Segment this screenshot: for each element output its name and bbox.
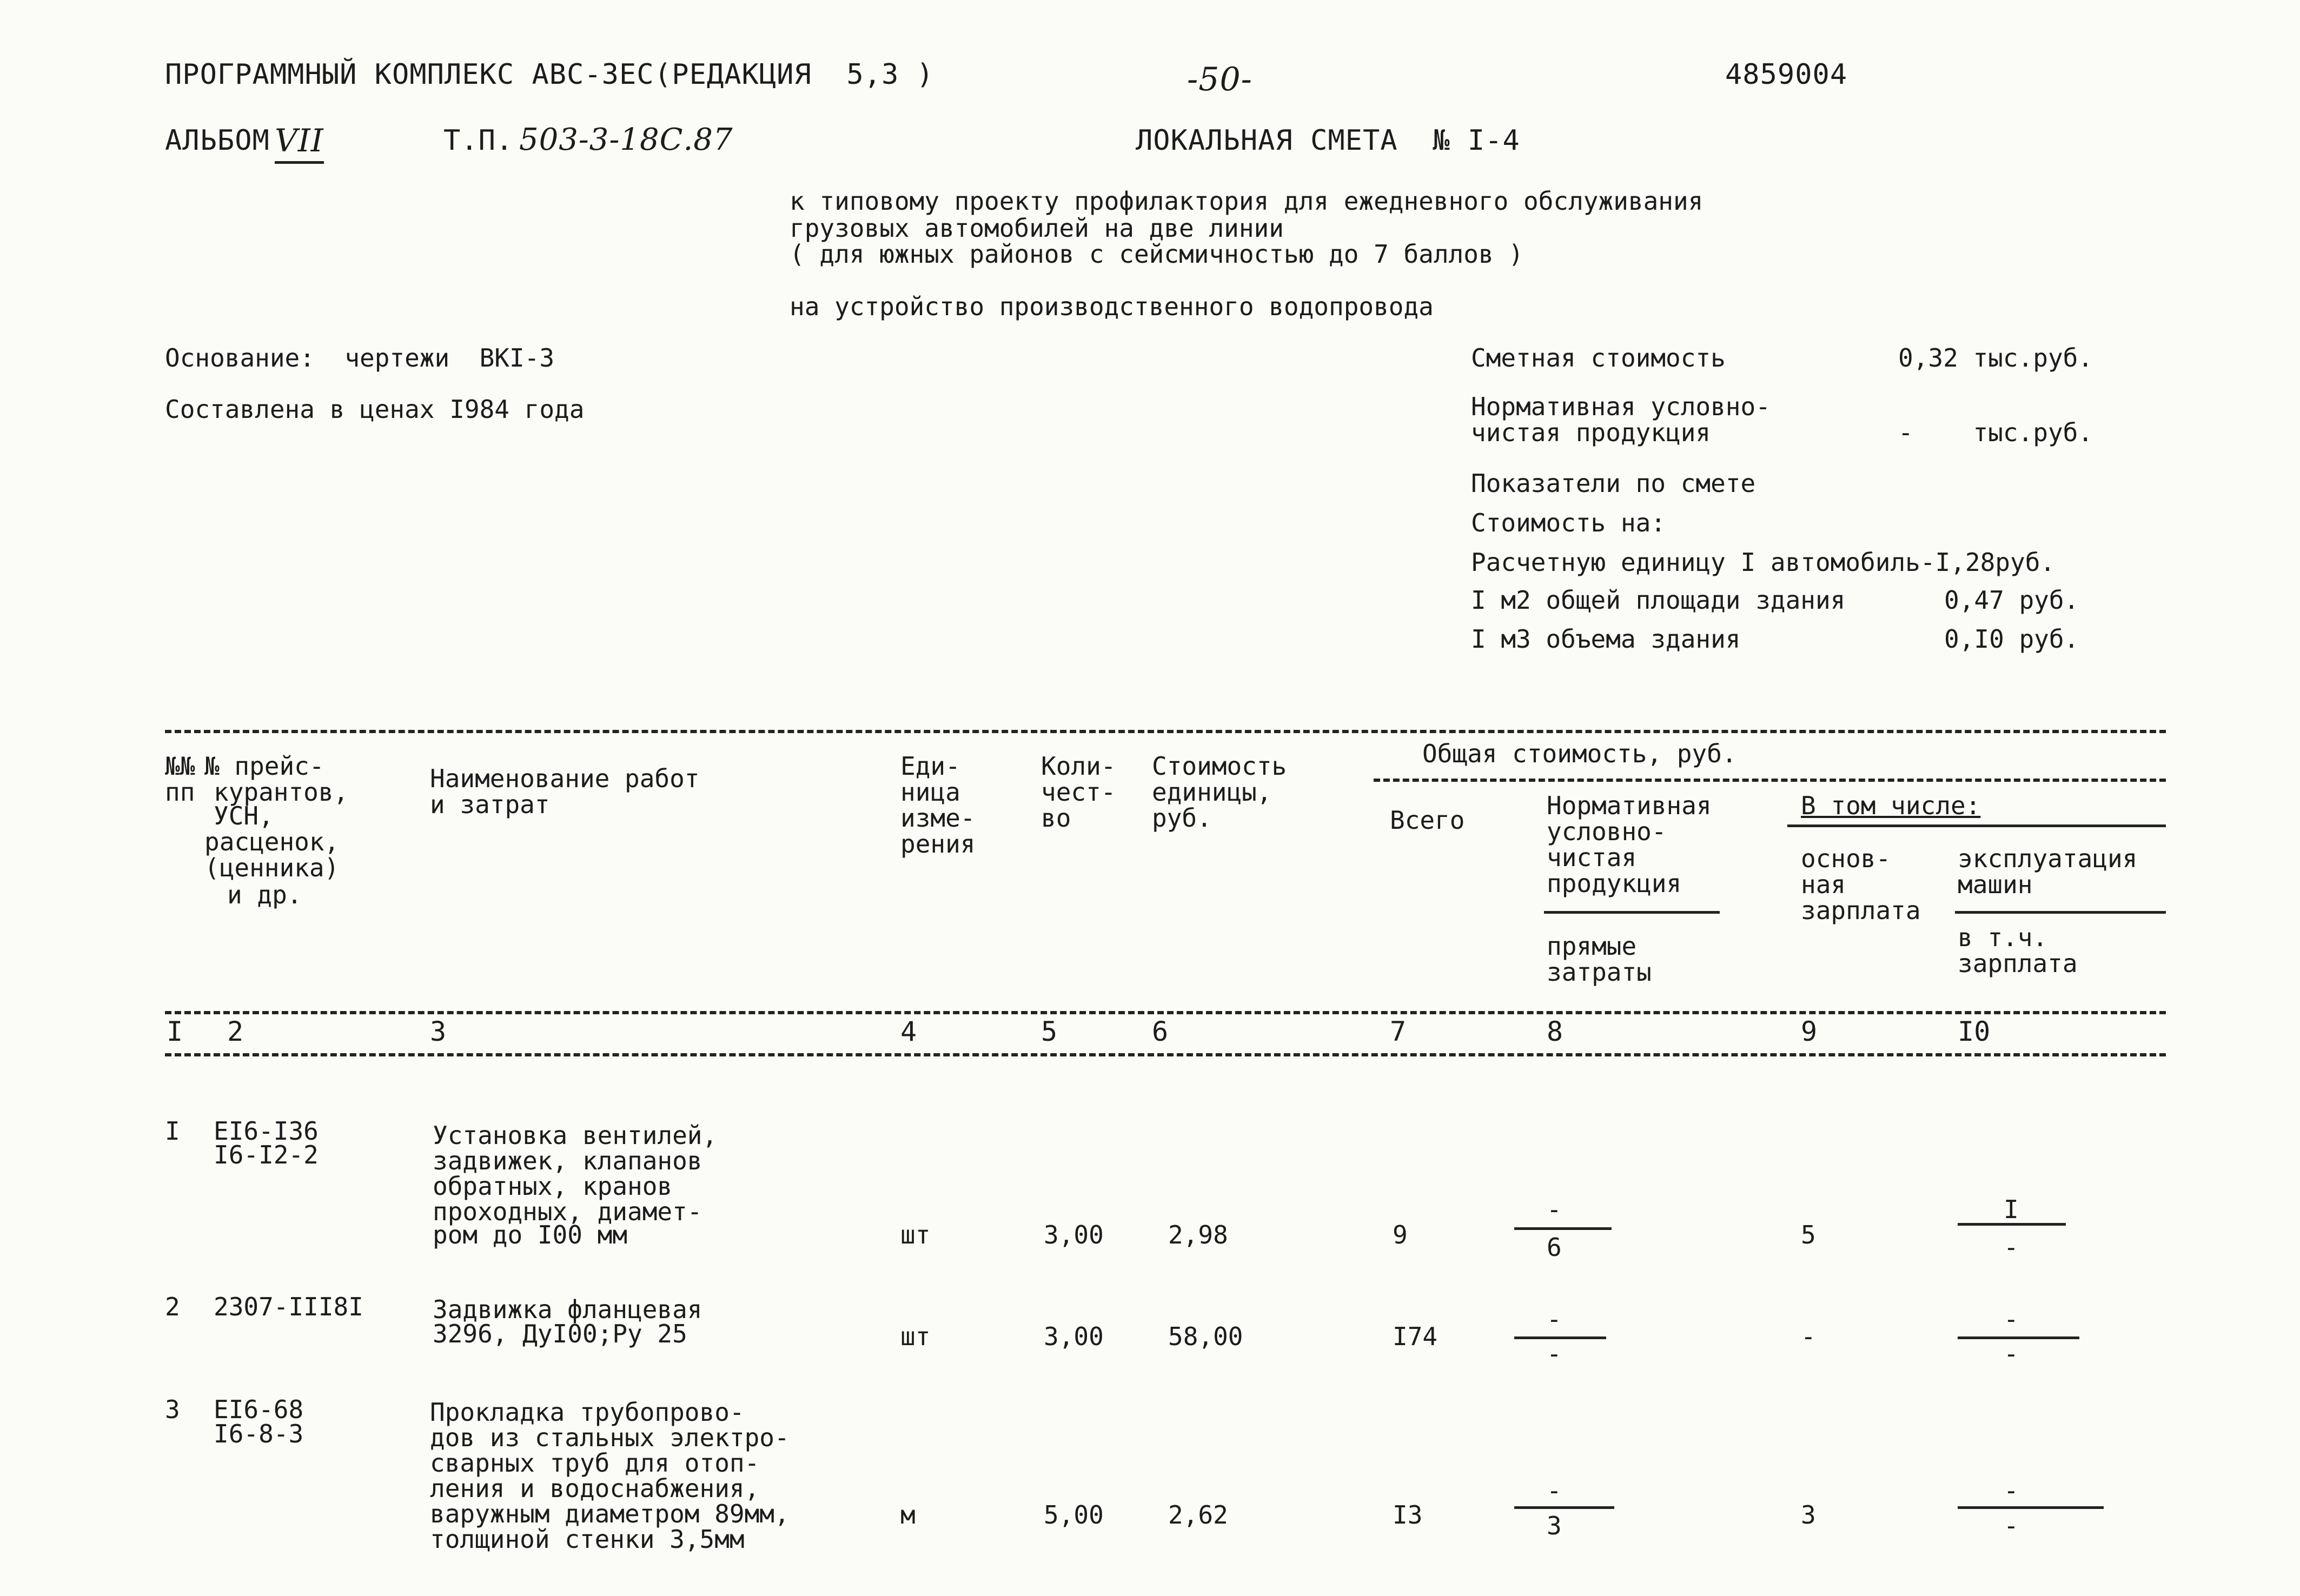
col10-sub-2: зарплата	[1958, 949, 2078, 978]
numbers-bottom-rule	[165, 1053, 2166, 1056]
col8-header-3: чистая	[1547, 843, 1637, 872]
colnum-9: 9	[1801, 1016, 1818, 1047]
fraction-line	[1514, 1506, 1614, 1509]
row-code-1: 2307-III8I	[214, 1292, 363, 1321]
row-name-line: задвижек, клапанов	[433, 1146, 702, 1175]
project-purpose: на устройство производственного водопровода	[790, 292, 1434, 321]
row-code-2: I6-8-3	[214, 1419, 304, 1448]
row-norm-bottom: 6	[1547, 1233, 1562, 1262]
edition: (РЕДАКЦИЯ 5,3 )	[654, 58, 934, 91]
row-norm-bottom: -	[1547, 1339, 1562, 1368]
total-cost-header: Общая стоимость, руб.	[1422, 739, 1737, 768]
normative-value: - тыс.руб.	[1898, 418, 2093, 447]
row-norm-bottom: 3	[1547, 1511, 1562, 1540]
row-name-line: Прокладка трубопрово-	[430, 1398, 745, 1427]
row-name-line: сварных труб для отоп-	[430, 1448, 760, 1478]
row-norm-top: -	[1547, 1305, 1562, 1334]
col10-sub-1: в т.ч.	[1958, 923, 2048, 952]
row-name-line: варужным диаметром 89мм,	[430, 1499, 790, 1528]
project-line-3: ( для южных районов с сейсмичностью до 7 баллов )	[790, 240, 1524, 269]
basis-line: Основание: чертежи ВКI-3	[165, 343, 555, 373]
row-name-line: ром до I00 мм	[433, 1220, 628, 1249]
row-code-1: ЕI6-I36	[214, 1116, 319, 1146]
col2-header-1: № прейс-	[204, 752, 324, 781]
row-name-line: толщиной стенки 3,5мм	[430, 1525, 745, 1554]
cost-on-label: Стоимость на:	[1471, 508, 1666, 537]
row-salary: 3	[1801, 1500, 1816, 1530]
col8-header-2: условно-	[1547, 817, 1667, 846]
row-number: 3	[165, 1395, 180, 1424]
row-total: I74	[1393, 1322, 1438, 1351]
row-name-line: обратных, кранов	[433, 1172, 673, 1201]
row-unit: м	[900, 1500, 916, 1530]
col5-header-2: чест-	[1041, 777, 1116, 807]
row-salary: -	[1801, 1322, 1816, 1351]
col6-header-3: руб.	[1152, 803, 1212, 833]
per-unit-cost: Расчетную единицу I автомобиль-I,28руб.	[1471, 548, 2056, 577]
tp-number: 503-3-18С.87	[519, 122, 733, 157]
fraction-line	[1958, 1506, 2104, 1509]
program-name: ПРОГРАММНЫЙ КОМПЛЕКС АВС-ЗЕС	[165, 58, 654, 91]
col2-header-3: УСН,	[214, 801, 274, 830]
album-label: АЛЬБОМ	[165, 124, 270, 157]
col8-header-4: продукция	[1547, 869, 1682, 898]
estimate-cost-value: 0,32 тыс.руб.	[1898, 343, 2093, 373]
col2-header-5: (ценника)	[204, 853, 340, 882]
fraction-line	[1958, 1223, 2066, 1226]
table-top-rule	[165, 730, 2166, 733]
row-code-2: I6-I2-2	[214, 1140, 319, 1169]
row-total: I3	[1393, 1500, 1423, 1530]
fraction-line	[1514, 1227, 1612, 1230]
col9-header-3: зарплата	[1801, 896, 1921, 925]
row-norm-top: -	[1547, 1476, 1562, 1505]
per-m3-label: I м3 объема здания	[1471, 624, 1741, 654]
colnum-8: 8	[1547, 1016, 1563, 1047]
col8-header-1: Нормативная	[1547, 791, 1712, 820]
per-m2-label: I м2 общей площади здания	[1471, 586, 1846, 615]
col7-header: Всего	[1390, 806, 1465, 835]
row-qty: 3,00	[1044, 1322, 1104, 1351]
per-m3-value: 0,I0 руб.	[1944, 624, 2079, 654]
col1-header-1: №№	[165, 752, 195, 781]
row-mach-bottom: -	[2004, 1233, 2019, 1262]
numbers-top-rule	[165, 1011, 2166, 1014]
colnum-3: 3	[430, 1016, 447, 1047]
col3-header-2: и затрат	[430, 790, 550, 819]
colnum-1: I	[167, 1016, 183, 1047]
col8-sub-2: затраты	[1547, 957, 1652, 987]
total-header-rule	[1374, 779, 2166, 782]
row-mach-top: I	[2004, 1195, 2019, 1224]
tp-label: Т.П.	[443, 124, 514, 157]
row-price: 2,62	[1168, 1500, 1228, 1530]
estimate-title: ЛОКАЛЬНАЯ СМЕТА № I-4	[1136, 124, 1520, 157]
colnum-4: 4	[900, 1016, 917, 1047]
row-name-line: ления и водоснабжения,	[430, 1474, 760, 1503]
row-unit: шт	[900, 1220, 931, 1249]
col2-header-2: курантов,	[214, 777, 349, 807]
row-mach-bottom: -	[2004, 1339, 2019, 1368]
row-number: I	[165, 1116, 180, 1146]
row-qty: 3,00	[1044, 1220, 1104, 1249]
normative-label-2: чистая продукция	[1471, 418, 1711, 447]
row-mach-bottom: -	[2004, 1511, 2019, 1540]
row-salary: 5	[1801, 1220, 1816, 1249]
row-name-line: проходных, диамет-	[433, 1197, 702, 1226]
col4-header-1: Еди-	[900, 752, 960, 781]
colnum-10: I0	[1958, 1016, 1991, 1047]
row-code-1: ЕI6-68	[214, 1395, 304, 1424]
row-price: 58,00	[1168, 1322, 1243, 1351]
col2-header-6: и др.	[227, 880, 302, 909]
col10-header-1: эксплуатация	[1958, 844, 2138, 873]
row-name-line: Задвижка фланцевая	[433, 1295, 702, 1324]
page-number: -50-	[1187, 61, 1252, 98]
col5-header-3: во	[1041, 803, 1071, 833]
project-line-2: грузовых автомобилей на две линии	[790, 214, 1284, 243]
indicators-label: Показатели по смете	[1471, 469, 1756, 498]
col4-header-3: изме-	[900, 803, 976, 833]
col3-header-1: Наименование работ	[430, 764, 700, 793]
col5-header-1: Коли-	[1041, 752, 1116, 781]
incl-header-rule	[1787, 824, 2166, 827]
prices-line: Составлена в ценах I984 года	[165, 395, 585, 424]
row-mach-top: -	[2004, 1305, 2019, 1334]
colnum-6: 6	[1152, 1016, 1169, 1047]
row-number: 2	[165, 1292, 180, 1321]
project-line-1: к типовому проекту профилактория для ежедневного обслуживания	[790, 187, 1704, 216]
col2-header-4: расценок,	[204, 827, 340, 856]
col1-header-2: пп	[165, 777, 195, 807]
row-mach-top: -	[2004, 1476, 2019, 1505]
col4-header-4: рения	[900, 829, 976, 859]
col9-header-1: основ-	[1801, 844, 1891, 873]
col6-header-2: единицы,	[1152, 777, 1272, 807]
row-price: 2,98	[1168, 1220, 1228, 1249]
colnum-2: 2	[227, 1016, 244, 1047]
row-norm-top: -	[1547, 1195, 1562, 1224]
row-total: 9	[1393, 1220, 1408, 1249]
row-qty: 5,00	[1044, 1500, 1104, 1530]
row-name-line: Установка вентилей,	[433, 1121, 718, 1150]
row-unit: шт	[900, 1322, 931, 1351]
col6-header-1: Стоимость	[1152, 752, 1287, 781]
normative-label-1: Нормативная условно-	[1471, 392, 1771, 421]
incl-header: В том числе:	[1801, 791, 1981, 820]
col9-header-2: ная	[1801, 870, 1846, 899]
row-name-line: 3296, ДуI00;Ру 25	[433, 1319, 687, 1348]
col4-header-2: ница	[900, 777, 960, 807]
col8-sub-1: прямые	[1547, 932, 1637, 961]
colnum-7: 7	[1390, 1016, 1407, 1047]
norm-sub-rule	[1544, 911, 1720, 914]
per-m2-value: 0,47 руб.	[1944, 586, 2079, 615]
document-code: 4859004	[1725, 58, 1848, 91]
colnum-5: 5	[1041, 1016, 1058, 1047]
col10-header-2: машин	[1958, 870, 2033, 899]
album-number: VII	[275, 122, 324, 164]
row-name-line: дов из стальных электро-	[430, 1423, 790, 1452]
mach-sub-rule	[1955, 911, 2166, 914]
estimate-cost-label: Сметная стоимость	[1471, 343, 1726, 373]
